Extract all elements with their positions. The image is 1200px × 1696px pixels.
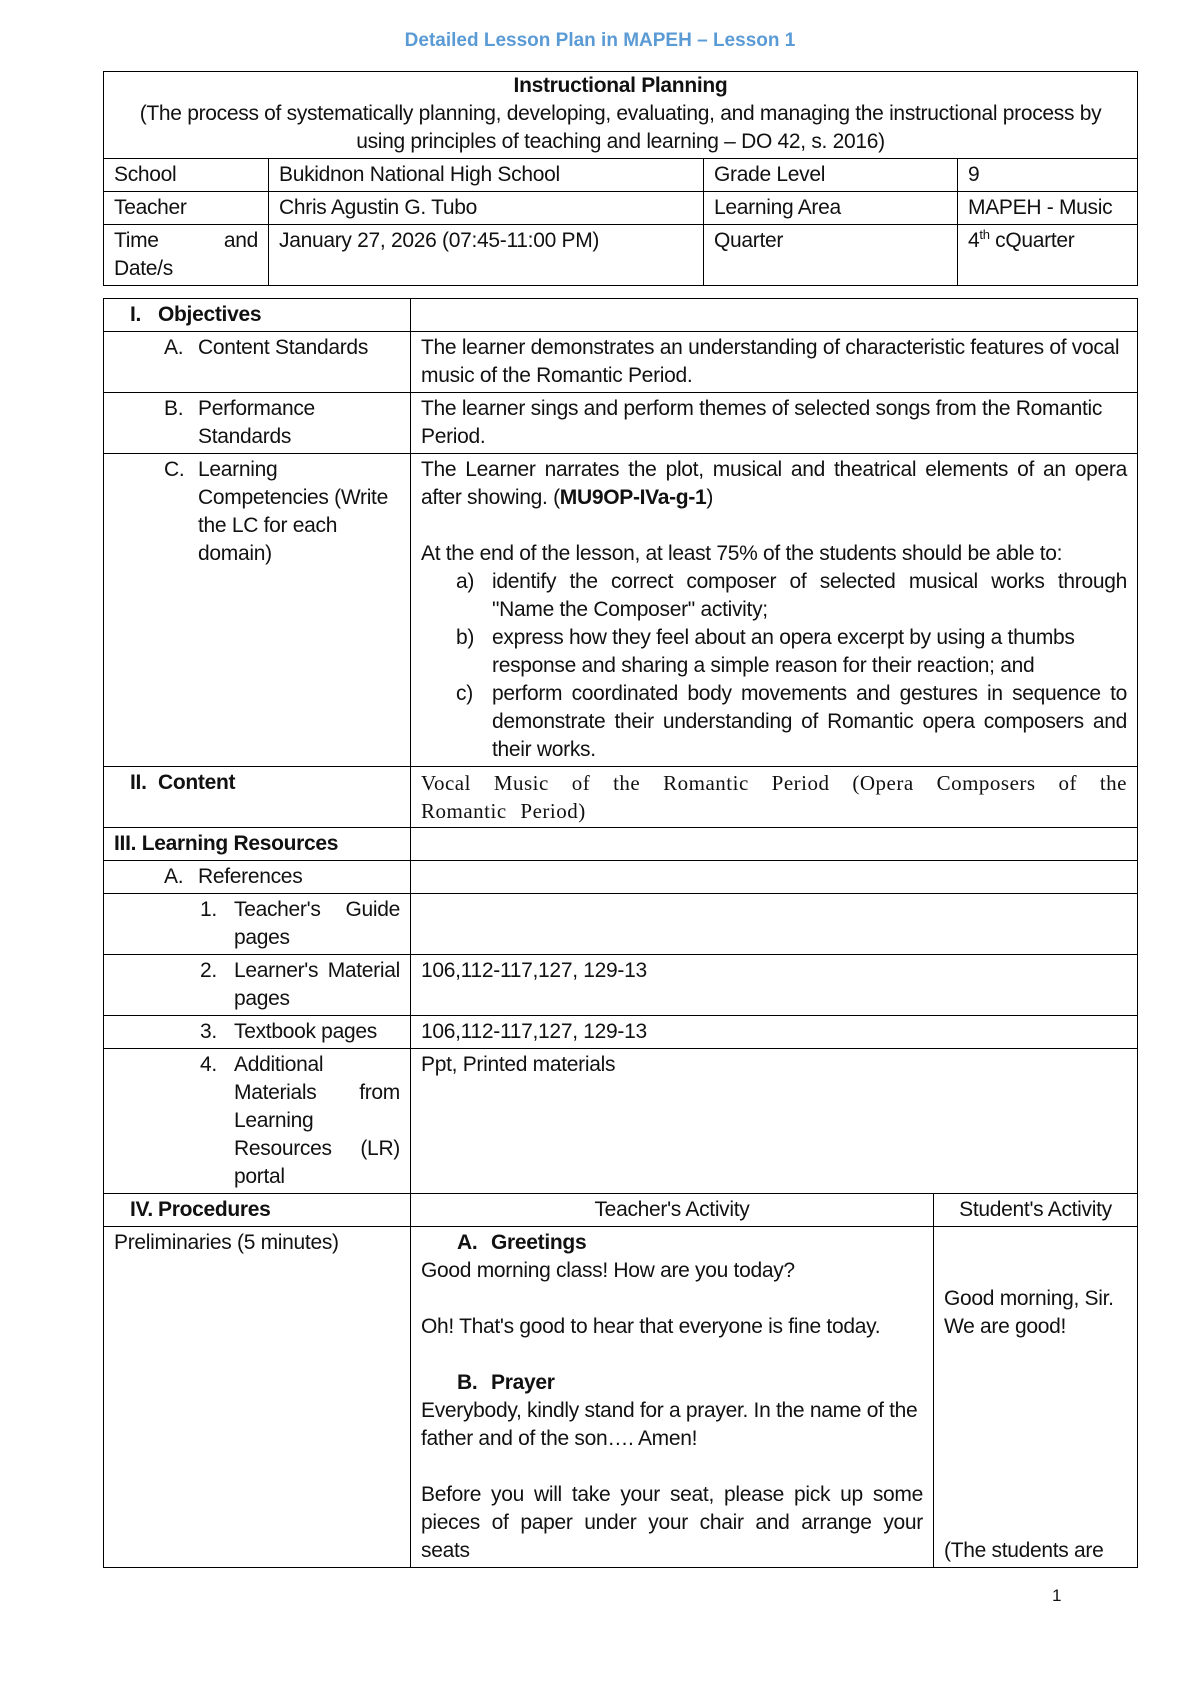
additional-materials-label: 4. Additional Materials from Learning Resources (LR) portal	[104, 1049, 411, 1194]
learning-resources-heading: III. Learning Resources	[104, 828, 411, 861]
learning-resources-blank	[411, 828, 1138, 861]
student-activity-cell	[934, 1227, 1138, 1568]
preliminaries-label: Preliminaries (5 minutes)	[104, 1227, 411, 1568]
quarter-label: Quarter	[704, 225, 958, 286]
textbook-pages-value: 106,112-117,127, 129-13	[411, 1016, 1138, 1049]
grade-level-label: Grade Level	[704, 159, 958, 192]
references-blank	[411, 861, 1138, 894]
planning-header	[104, 72, 1138, 159]
content-standards-label: A. Content Standards	[104, 332, 411, 393]
learning-competencies-label: C. Learning Competencies (Write the LC for each domain)	[104, 454, 411, 767]
objectives-list	[421, 568, 1127, 764]
learning-competencies-value	[411, 454, 1138, 767]
performance-standards-label: B. Performance Standards	[104, 393, 411, 454]
procedures-heading: IV. Procedures	[104, 1194, 411, 1227]
learners-material-value: 106,112-117,127, 129-13	[411, 955, 1138, 1016]
time-date-value: January 27, 2026 (07:45-11:00 PM)	[269, 225, 704, 286]
textbook-pages-label: 3. Textbook pages	[104, 1016, 411, 1049]
time-date-label: Time and Date/s	[104, 225, 269, 286]
objective-item: c) perform coordinated body movements and gestures in sequence to demonstrate their understanding of Romantic opera composers and their works.	[456, 682, 1127, 761]
objectives-heading: I. Objectives	[104, 299, 411, 332]
quarter-value: 4th cQuarter	[958, 225, 1138, 286]
planning-description: (The process of systematically planning, developing, evaluating, and managing the instructional process by using principles of teaching and learning – DO 42, s. 2016)	[139, 102, 1102, 153]
prayer-heading: B. Prayer	[457, 1371, 555, 1394]
teachers-guide-value	[411, 894, 1138, 955]
school-label: School	[104, 159, 269, 192]
teacher-activity-header: Teacher's Activity	[411, 1194, 934, 1227]
content-heading: II. Content	[104, 767, 411, 828]
objective-item: a) identify the correct composer of selected musical works through "Name the Composer" activity;	[456, 570, 1127, 621]
learning-area-label: Learning Area	[704, 192, 958, 225]
instructional-planning-table	[103, 71, 1138, 286]
greetings-line-1: Good morning class! How are you today?	[421, 1259, 795, 1282]
planning-title: Instructional Planning	[513, 74, 728, 97]
learning-area-value: MAPEH - Music	[958, 192, 1138, 225]
document-header: Detailed Lesson Plan in MAPEH – Lesson 1	[404, 30, 796, 51]
objectives-intro: At the end of the lesson, at least 75% of the students should be able to:	[421, 542, 1063, 565]
teacher-label: Teacher	[104, 192, 269, 225]
objectives-heading-blank	[411, 299, 1138, 332]
competency-code: MU9OP-IVa-g-1	[559, 486, 707, 509]
teachers-guide-label: 1. Teacher's Guide pages	[104, 894, 411, 955]
teacher-value: Chris Agustin G. Tubo	[269, 192, 704, 225]
content-value: Vocal Music of the Romantic Period (Opera Composers of the Romantic Period)	[411, 767, 1138, 828]
prayer-line-1: Everybody, kindly stand for a prayer. In the name of the father and of the son…. Amen!	[421, 1399, 918, 1450]
performance-standards-value: The learner sings and perform themes of selected songs from the Romantic Period.	[411, 393, 1138, 454]
content-standards-value: The learner demonstrates an understanding of characteristic features of vocal music of the Romantic Period.	[411, 332, 1138, 393]
competency-statement: The Learner narrates the plot, musical and theatrical elements of an opera after showing. (MU9OP-IVa-g-1)	[421, 458, 1127, 509]
greetings-line-2: Oh! That's good to hear that everyone is fine today.	[421, 1315, 881, 1338]
school-value: Bukidnon National High School	[269, 159, 704, 192]
page-number: 1	[1052, 1586, 1062, 1605]
teacher-activity-cell	[411, 1227, 934, 1568]
student-greeting-response: Good morning, Sir. We are good!	[944, 1287, 1114, 1338]
additional-materials-value: Ppt, Printed materials	[411, 1049, 1138, 1194]
learners-material-label: 2. Learner's Material pages	[104, 955, 411, 1016]
lesson-plan-table	[103, 298, 1138, 1568]
grade-level-value: 9	[958, 159, 1138, 192]
student-activity-continued: (The students are	[944, 1539, 1104, 1562]
student-activity-header: Student's Activity	[934, 1194, 1138, 1227]
greetings-heading: A. Greetings	[457, 1231, 587, 1254]
prayer-line-2: Before you will take your seat, please pick up some pieces of paper under your chair and arrange your seats	[421, 1483, 923, 1562]
objective-item: b) express how they feel about an opera excerpt by using a thumbs response and sharing a simple reason for their reaction; and	[456, 626, 1075, 677]
references-label: A. References	[104, 861, 411, 894]
